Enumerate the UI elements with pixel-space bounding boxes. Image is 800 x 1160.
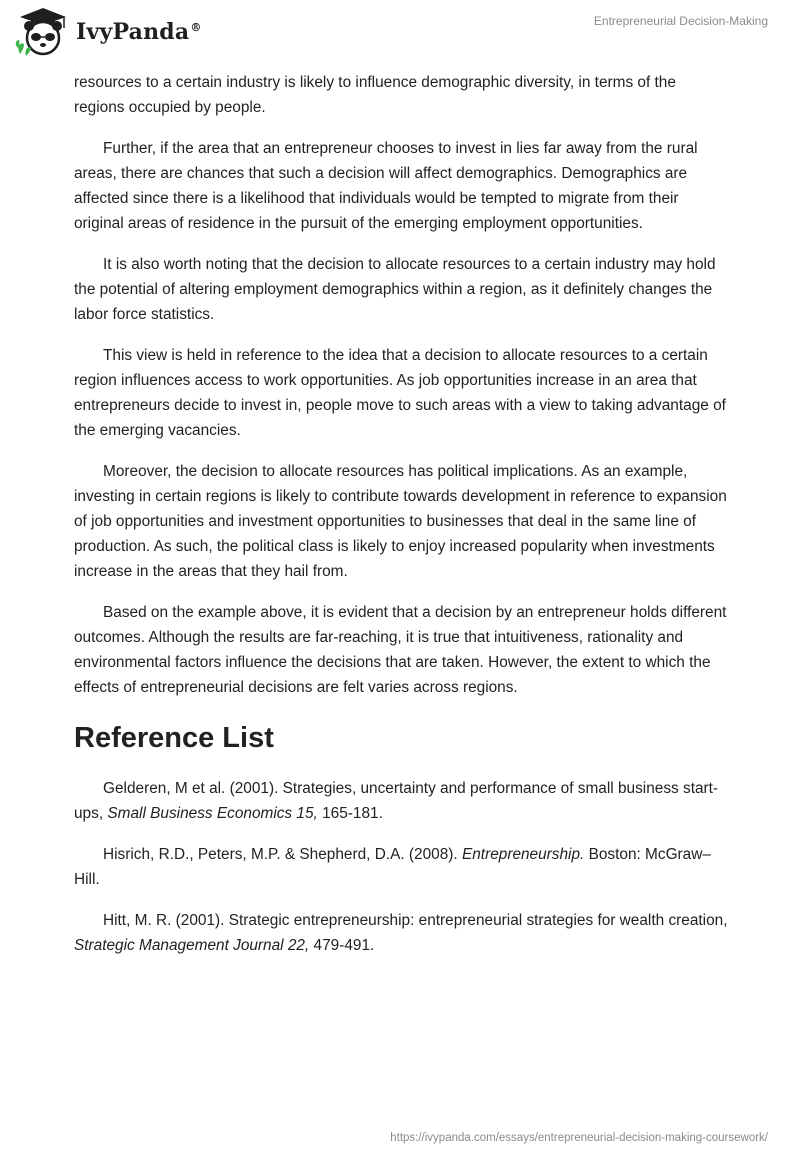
body-paragraph: Further, if the area that an entrepreneur chooses to invest in lies far away from the rural areas, there are chances that such a decision will affect demographics. Demographics are affected since there is a likelihood that individuals would be tempted to migrate from their original areas of residence in the pursuit of the emerging employment opportunities. (74, 140, 698, 232)
reference-item: Hitt, M. R. (2001). Strategic entrepreneurship: entrepreneurial strategies for wealth creation, Strategic Management Journal 22, 479-491. (74, 912, 728, 954)
reference-item: Gelderen, M et al. (2001). Strategies, uncertainty and performance of small business start-ups, Small Business Economics 15, 165-181. (74, 780, 719, 822)
reference-item: Hisrich, R.D., Peters, M.P. & Shepherd, D.A. (2008). Entrepreneurship. Boston: McGraw–Hill. (74, 846, 711, 888)
body-paragraph: Moreover, the decision to allocate resources has political implications. As an example, investing in certain regions is likely to contribute towards development in reference to expansion of job opportunities and investment opportunities to businesses that deal in the same line of production. As such, the political class is likely to enjoy increased popularity when investments increase in the areas that they hail from. (74, 463, 727, 580)
body-paragraph: resources to a certain industry is likely to influence demographic diversity, in terms of the regions occupied by people. (74, 74, 676, 116)
panda-graduate-icon (14, 6, 72, 58)
essay-content (74, 70, 730, 974)
page-header (0, 0, 800, 70)
body-paragraph: It is also worth noting that the decision to allocate resources to a certain industry may hold the potential of altering employment demographics within a region, as it definitely changes the labor force statistics. (74, 256, 716, 323)
brand-name: IvyPanda® (76, 19, 202, 45)
body-paragraph: This view is held in reference to the idea that a decision to allocate resources to a certain region influences access to work opportunities. As job opportunities increase in an area that entrepreneurs decide to invest in, people move to such areas with a view to taking advantage of the emerging vacancies. (74, 347, 726, 439)
reference-list-heading: Reference List (74, 722, 274, 754)
brand-logo[interactable] (14, 6, 202, 58)
source-url[interactable]: https://ivypanda.com/essays/entrepreneurial-decision-making-coursework/ (390, 1132, 768, 1144)
document-title: Entrepreneurial Decision-Making (593, 14, 768, 28)
body-paragraph: Based on the example above, it is evident that a decision by an entrepreneur holds different outcomes. Although the results are far-reaching, it is true that intuitiveness, rationality and environmental factors influence the decisions that are taken. However, the extent to which the effects of entrepreneurial decisions are felt varies across regions. (74, 604, 727, 696)
